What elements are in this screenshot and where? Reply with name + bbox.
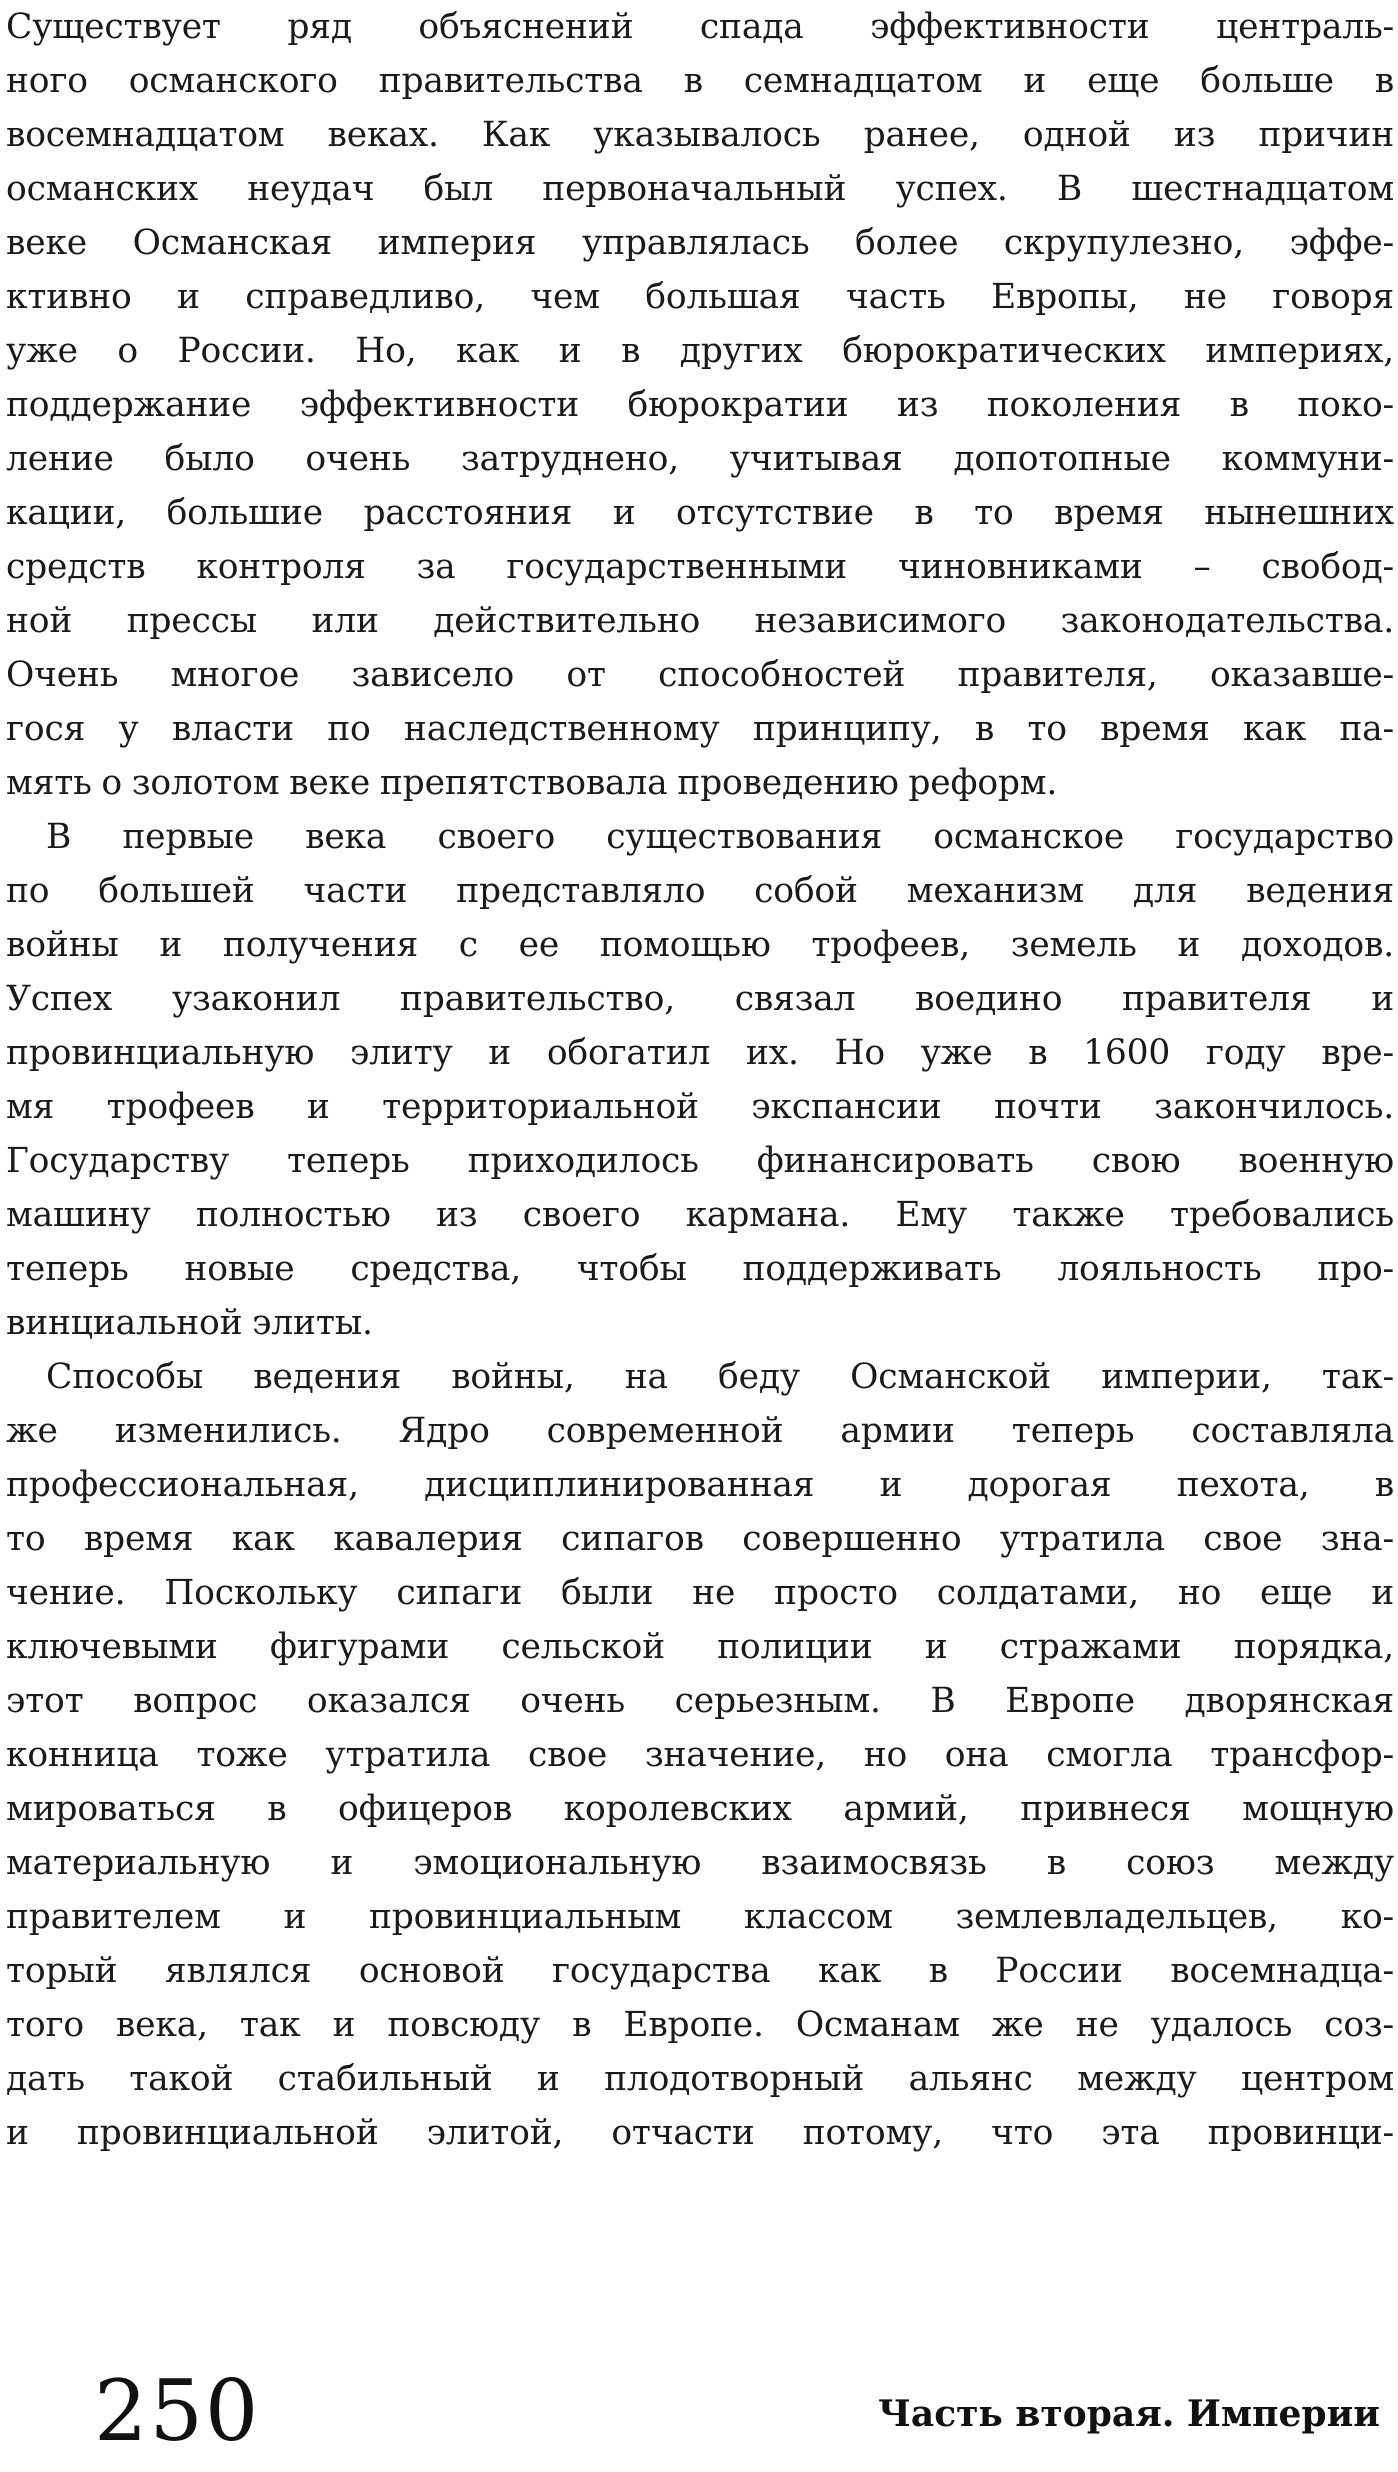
text-line: винциальной элиты. [6,1303,373,1343]
text-line: то время как кавалерия сипагов совершенно утратила свое зна- [6,1519,1394,1559]
text-line: ного османского правительства в семнадцатом и еще больше в [6,61,1394,101]
text-line: средств контроля за государственными чиновниками – свобод- [6,547,1394,587]
text-line: материальную и эмоциональную взаимосвязь в союз между [6,1843,1394,1883]
text-line: и провинциальной элитой, отчасти потому, что эта провинци- [6,2113,1394,2153]
body-text [6,0,1394,2160]
text-line: того века, так и повсюду в Европе. Османам же не удалось соз- [6,2005,1394,2045]
text-line: восемнадцатом веках. Как указывалось ранее, одной из причин [6,115,1394,155]
text-line: гося у власти по наследственному принципу, в то время как па- [6,709,1394,749]
text-line: уже о России. Но, как и в других бюрократических империях, [6,331,1394,371]
text-line: торый являлся основой государства как в России восемнадца- [6,1951,1394,1991]
text-line: теперь новые средства, чтобы поддерживать лояльность про- [6,1249,1394,1289]
text-line: машину полностью из своего кармана. Ему также требовались [6,1195,1394,1235]
text-line: войны и получения с ее помощью трофеев, земель и доходов. [6,925,1394,965]
paragraph-2 [6,810,1394,1350]
text-line: османских неудач был первоначальный успех. В шестнадцатом [6,169,1394,209]
text-line: В первые века своего существования османское государство [46,817,1394,857]
page-number: 250 [94,2362,261,2460]
text-line: ключевыми фигурами сельской полиции и стражами порядка, [6,1627,1394,1667]
text-line: ктивно и справедливо, чем большая часть Европы, не говоря [6,277,1394,317]
text-line: же изменились. Ядро современной армии теперь составляла [6,1411,1394,1451]
text-line: провинциальную элиту и обогатил их. Но уже в 1600 году вре- [6,1033,1394,1073]
text-line: этот вопрос оказался очень серьезным. В Европе дворянская [6,1681,1394,1721]
text-line: чение. Поскольку сипаги были не просто солдатами, но еще и [6,1573,1394,1613]
text-line: мироваться в офицеров королевских армий, привнеся мощную [6,1789,1394,1829]
text-line: кации, большие расстояния и отсутствие в то время нынешних [6,493,1394,533]
text-line: правителем и провинциальным классом землевладельцев, ко- [6,1897,1394,1937]
text-line: веке Османская империя управлялась более скрупулезно, эффе- [6,223,1394,263]
text-line: по большей части представляло собой механизм для ведения [6,871,1394,911]
page-footer [0,2355,1398,2465]
paragraph-3 [6,1350,1394,2160]
text-line: профессиональная, дисциплинированная и дорогая пехота, в [6,1465,1394,1505]
text-line: Государству теперь приходилось финансировать свою военную [6,1141,1394,1181]
text-line: ление было очень затруднено, учитывая допотопные коммуни- [6,439,1394,479]
text-line: Успех узаконил правительство, связал воедино правителя и [6,979,1394,1019]
running-head: Часть вторая. Империи [878,2393,1380,2435]
text-line: мя трофеев и территориальной экспансии почти закончилось. [6,1087,1394,1127]
text-line: дать такой стабильный и плодотворный альянс между центром [6,2059,1394,2099]
text-line: Существует ряд объяснений спада эффективности централь- [6,7,1394,47]
text-line: Очень многое зависело от способностей правителя, оказавше- [6,655,1394,695]
paragraph-1 [6,0,1394,810]
text-line: Способы ведения войны, на беду Османской империи, так- [46,1357,1394,1397]
text-line: ной прессы или действительно независимого законодательства. [6,601,1394,641]
text-line: поддержание эффективности бюрократии из поколения в поко- [6,385,1394,425]
text-line: конница тоже утратила свое значение, но она смогла трансфор- [6,1735,1394,1775]
text-line: мять о золотом веке препятствовала проведению реформ. [6,763,1058,803]
